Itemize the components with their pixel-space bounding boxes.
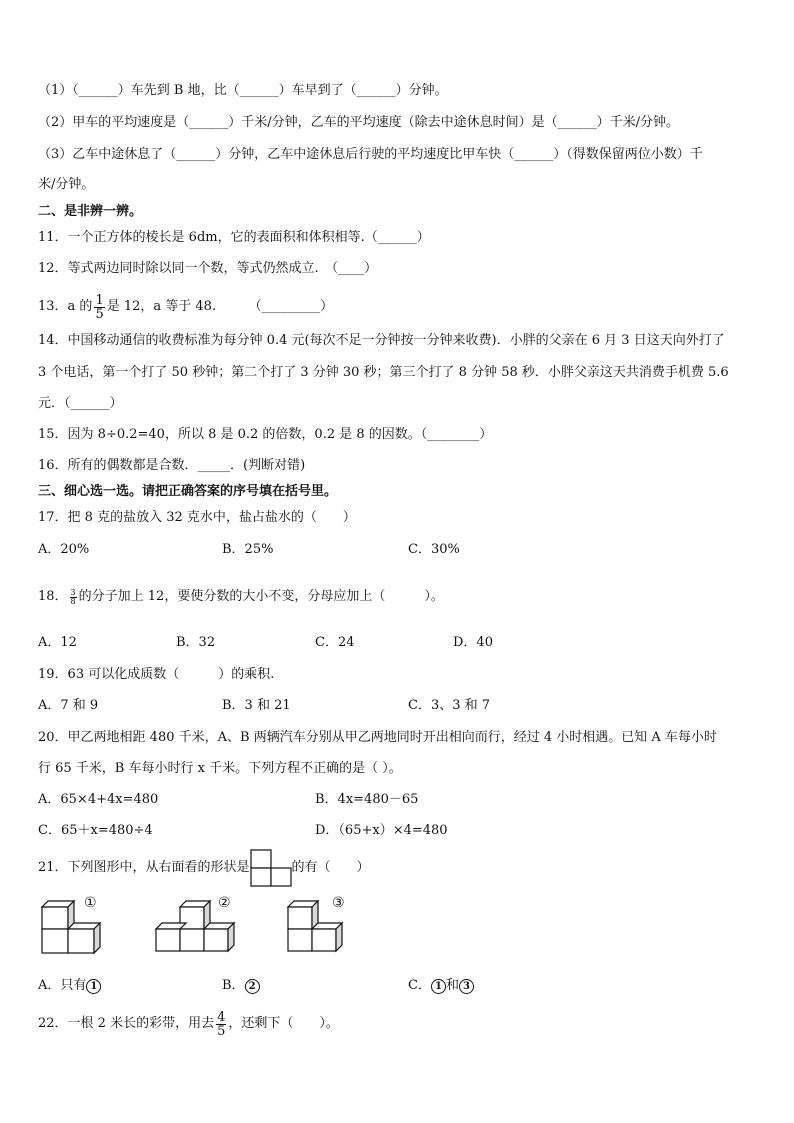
q10-sub3-line1: （3）乙车中途休息了（______）分钟，乙车中途休息后行驶的平均速度比甲车快（______）（得数保留两位小数）千 — [38, 147, 703, 162]
q12: 12．等式两边同时除以同一个数，等式仍然成立. （____） — [38, 261, 378, 276]
q21-option-c-text: C． — [408, 978, 431, 993]
q18-frac-num: 3 — [70, 587, 76, 597]
q22 — [38, 1006, 339, 1042]
q17-option-b[interactable]: B．25% — [222, 542, 274, 557]
q13-prefix: 13．a 的 — [38, 299, 93, 314]
q13-frac-num: 1 — [95, 292, 104, 308]
q21-option-b[interactable] — [222, 977, 260, 995]
q20-option-c[interactable]: C．65＋x=480÷4 — [38, 823, 153, 838]
q18-option-c[interactable]: C．24 — [315, 635, 355, 650]
q22-prefix: 22．一根 2 米长的彩带，用去 — [38, 1016, 215, 1031]
side-view-shape-icon — [250, 849, 292, 887]
q13-frac-den: 5 — [95, 306, 104, 322]
q21-option-a-text: A．只有 — [38, 978, 87, 993]
q13 — [38, 290, 333, 324]
q18-frac-den: 8 — [70, 596, 76, 606]
q19-option-a[interactable]: A．7 和 9 — [38, 698, 99, 713]
q18-prefix: 18． — [38, 589, 68, 604]
q20-line2: 行 65 千米，B 车每小时行 x 千米。下列方程不正确的是（ ）。 — [38, 761, 402, 776]
q18-stem — [38, 585, 444, 609]
figure-2-label: ② — [218, 895, 231, 911]
figure-2-cubes — [152, 893, 252, 957]
q14-line1: 14．中国移动通信的收费标准为每分钟 0.4 元(每次不足一分钟按一分钟来收费)．小胖的父亲在 6 月 3 日这天向外打了 — [38, 333, 725, 348]
q16: 16．所有的偶数都是合数．_____．(判断对错) — [38, 458, 306, 473]
figure-1-cubes — [38, 893, 118, 957]
q20-option-b[interactable]: B．4x=480－65 — [315, 792, 419, 807]
q21-option-c-mid: 和 — [445, 978, 459, 993]
q19-option-b[interactable]: B．3 和 21 — [222, 698, 291, 713]
q17-stem: 17．把 8 克的盐放入 32 克水中，盐占盐水的（ ） — [38, 510, 356, 525]
section-3-heading: 三、细心选一选。请把正确答案的序号填在括号里。 — [38, 484, 338, 499]
q11: 11．一个正方体的棱长是 6dm，它的表面积和体积相等.（______） — [38, 230, 430, 245]
section-2-heading: 二、是非辨一辨。 — [38, 204, 143, 219]
q13-fraction — [94, 294, 104, 321]
q14-line3: 元．（______） — [38, 396, 123, 411]
q17-option-a[interactable]: A．20% — [38, 542, 90, 557]
q22-frac-num: 4 — [217, 1009, 226, 1025]
q20-option-a[interactable]: A．65×4+4x=480 — [38, 792, 159, 807]
q18-option-d[interactable]: D．40 — [453, 635, 493, 650]
figure-3-label: ③ — [332, 895, 345, 911]
q20-option-d[interactable]: D．（65+x）×4=480 — [315, 823, 448, 838]
q21-option-a-circle: 1 — [86, 979, 101, 994]
q22-suffix: ，还剩下（ ）。 — [228, 1016, 339, 1031]
q18-option-b[interactable]: B．32 — [176, 635, 216, 650]
q21-option-c[interactable] — [408, 977, 474, 995]
q21-stem-a: 21．下列图形中，从右面看的形状是 — [38, 860, 250, 875]
q10-sub2: （2）甲车的平均速度是（______）千米/分钟，乙车的平均速度（除去中途休息时间）是（______）千米/分钟。 — [38, 115, 680, 130]
q10-sub3-line2: 米/分钟。 — [38, 177, 95, 192]
q22-frac-den: 5 — [217, 1023, 226, 1039]
figure-3-cubes — [284, 893, 364, 957]
q19-stem: 19．63 可以化成质数（ ）的乘积. — [38, 667, 275, 682]
q17-option-c[interactable]: C．30% — [408, 542, 460, 557]
q21-option-c-circle-1: 1 — [431, 979, 446, 994]
q21-stem — [38, 848, 370, 888]
q21-option-b-text: B． — [222, 978, 245, 993]
q18-option-a[interactable]: A．12 — [38, 635, 77, 650]
q15: 15．因为 8÷0.2=40，所以 8 是 0.2 的倍数，0.2 是 8 的因数。（________） — [38, 427, 493, 442]
q21-option-c-circle-2: 3 — [459, 979, 474, 994]
q18-fraction — [70, 589, 77, 606]
q19-option-c[interactable]: C．3、3 和 7 — [408, 698, 491, 713]
q14-line2: 3 个电话，第一个打了 50 秒钟；第二个打了 3 分钟 30 秒；第三个打了 8 分钟 58 秒．小胖父亲这天共消费手机费 5.6 — [38, 365, 729, 380]
q21-option-a[interactable] — [38, 977, 101, 995]
q13-suffix: 是 12，a 等于 48. （_________） — [106, 299, 334, 314]
figure-1-label: ① — [84, 895, 97, 911]
q20-line1: 20．甲乙两地相距 480 千米，A、B 两辆汽车分别从甲乙两地同时开出相向而行，经过 4 小时相遇。已知 A 车每小时 — [38, 730, 717, 745]
q21-stem-b: 的有（ ） — [291, 860, 370, 875]
q10-sub1: （1）（______）车先到 B 地，比（______）车早到了（______）分钟。 — [38, 83, 448, 98]
q22-fraction — [216, 1011, 226, 1038]
q18-suffix: 的分子加上 12，要使分数的大小不变，分母应加上（ ）。 — [78, 589, 444, 604]
q21-option-b-circle: 2 — [245, 979, 260, 994]
